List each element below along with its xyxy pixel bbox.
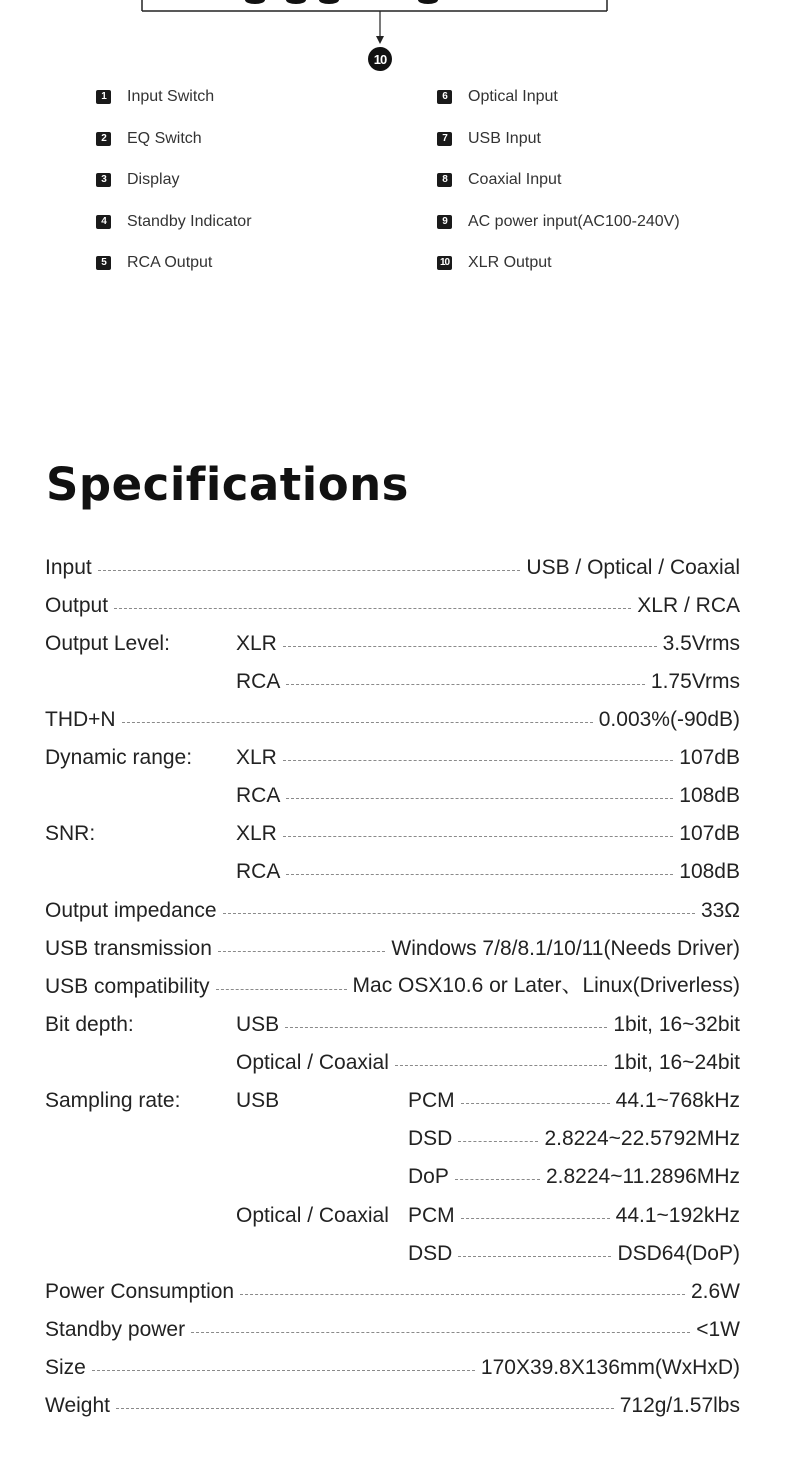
legend-number-badge: 8	[437, 173, 452, 187]
spec-label: PCM	[408, 1204, 455, 1227]
spec-row-dynamic-range-xlr	[236, 742, 740, 770]
legend-item	[96, 213, 252, 255]
dotted-leader	[286, 684, 645, 685]
spec-row-size	[45, 1352, 740, 1380]
spec-label: Weight	[45, 1394, 110, 1417]
legend-number-badge: 6	[437, 90, 452, 104]
spec-value: 0.003%(-90dB)	[598, 708, 740, 731]
spec-value: Mac OSX10.6 or Later、Linux(Driverless)	[352, 974, 740, 997]
spec-value: Windows 7/8/8.1/10/11(Needs Driver)	[391, 937, 740, 960]
legend-label: Coaxial Input	[468, 171, 562, 188]
spec-label: Power Consumption	[45, 1280, 235, 1303]
spec-row-snr-rca	[236, 856, 740, 884]
spec-label: DSD	[408, 1242, 453, 1265]
spec-value: 44.1~192kHz	[615, 1204, 740, 1227]
legend-label: RCA Output	[127, 254, 213, 271]
dotted-leader	[285, 1027, 607, 1028]
spec-value: 1bit, 16~32bit	[613, 1013, 740, 1036]
spec-row-bit-depth-optical	[236, 1047, 740, 1075]
spec-value: 1bit, 16~24bit	[613, 1051, 740, 1074]
spec-row-output-level-xlr	[236, 628, 740, 656]
legend-label: XLR Output	[468, 254, 552, 271]
spec-label: Input	[45, 556, 92, 579]
spec-label: DoP	[408, 1165, 449, 1188]
legend-number-badge: 2	[96, 132, 111, 146]
spec-row-standby-power	[45, 1314, 740, 1342]
legend-number-badge: 4	[96, 215, 111, 229]
spec-label: Standby power	[45, 1318, 186, 1341]
dotted-leader	[455, 1179, 540, 1180]
dotted-leader	[458, 1256, 611, 1257]
spec-label: Output impedance	[45, 899, 217, 922]
spec-label: RCA	[236, 784, 281, 807]
spec-value: 2.8224~22.5792MHz	[544, 1127, 740, 1150]
spec-row-output-impedance	[45, 895, 740, 923]
legend-column-left	[96, 88, 252, 296]
spec-row-power-consumption	[45, 1276, 740, 1304]
legend-label: AC power input(AC100-240V)	[468, 212, 680, 230]
legend-number-badge: 1	[96, 90, 111, 104]
spec-row-output-level-rca	[236, 666, 740, 694]
legend-label: Display	[127, 171, 180, 188]
dotted-leader	[461, 1103, 610, 1104]
spec-value: 44.1~768kHz	[615, 1089, 740, 1112]
dotted-leader	[458, 1141, 538, 1142]
dotted-leader	[286, 874, 673, 875]
spec-value: 2.8224~11.2896MHz	[545, 1165, 740, 1188]
legend-number-badge: 3	[96, 173, 111, 187]
dotted-leader	[283, 760, 673, 761]
group-label-bit-depth: Bit depth:	[45, 1013, 134, 1036]
dotted-leader	[216, 989, 347, 990]
spec-row-sampling-optical-dsd	[408, 1238, 740, 1266]
dotted-leader	[283, 646, 657, 647]
legend-item	[96, 130, 252, 172]
spec-row-thdn	[45, 704, 740, 732]
legend-item	[437, 213, 680, 255]
group-label-snr: SNR:	[45, 822, 96, 845]
spec-value: DSD64(DoP)	[617, 1242, 740, 1265]
connector-circles	[245, 0, 438, 4]
spec-label: Optical / Coaxial	[236, 1051, 389, 1074]
group-label-sampling-rate: Sampling rate:	[45, 1089, 181, 1112]
spec-value: 107dB	[679, 822, 740, 845]
legend-item	[96, 254, 252, 296]
spec-value: 170X39.8X136mm(WxHxD)	[480, 1356, 740, 1379]
dotted-leader	[98, 570, 521, 571]
group-label-sampling-usb: USB	[236, 1089, 280, 1112]
spec-row-sampling-usb-dsd	[408, 1123, 740, 1151]
spec-row-usb-compatibility	[45, 971, 740, 999]
dotted-leader	[218, 951, 386, 952]
spec-row-input	[45, 552, 740, 580]
spec-value: 3.5Vrms	[662, 632, 740, 655]
spec-row-output	[45, 590, 740, 618]
group-label-sampling-optical: Optical / Coaxial	[236, 1204, 389, 1227]
spec-row-bit-depth-usb	[236, 1009, 740, 1037]
component-legend	[0, 88, 790, 298]
legend-number-badge: 10	[437, 256, 452, 270]
legend-number-badge: 5	[96, 256, 111, 270]
spec-value: <1W	[696, 1318, 740, 1341]
dotted-leader	[395, 1065, 607, 1066]
spec-label: USB transmission	[45, 937, 212, 960]
spec-value: 1.75Vrms	[650, 670, 740, 693]
spec-label: RCA	[236, 860, 281, 883]
device-outline	[142, 0, 607, 11]
spec-row-weight	[45, 1390, 740, 1418]
spec-label: RCA	[236, 670, 281, 693]
device-diagram	[0, 0, 790, 80]
dotted-leader	[114, 608, 631, 609]
legend-item	[437, 171, 680, 213]
spec-value: 33Ω	[700, 899, 740, 922]
spec-row-snr-xlr	[236, 818, 740, 846]
spec-label: DSD	[408, 1127, 453, 1150]
spec-row-sampling-usb-pcm	[408, 1085, 740, 1113]
spec-label: USB compatibility	[45, 975, 210, 998]
legend-label: USB Input	[468, 129, 541, 147]
legend-label: Input Switch	[127, 88, 215, 105]
spec-row-sampling-usb-dop	[408, 1161, 740, 1189]
spec-value: 2.6W	[690, 1280, 740, 1303]
spec-value: 108dB	[679, 784, 740, 807]
legend-column-right	[437, 88, 680, 296]
spec-row-sampling-optical-pcm	[408, 1200, 740, 1228]
legend-label: Standby Indicator	[127, 212, 252, 230]
spec-label: Output	[45, 594, 109, 617]
callout-number: 10	[373, 52, 387, 67]
dotted-leader	[122, 722, 593, 723]
legend-number-badge: 7	[437, 132, 452, 146]
legend-item	[96, 171, 252, 213]
group-label-dynamic-range: Dynamic range:	[45, 746, 193, 769]
spec-value: XLR / RCA	[637, 594, 740, 617]
spec-label: XLR	[236, 746, 277, 769]
dotted-leader	[191, 1332, 690, 1333]
spec-label: XLR	[236, 822, 277, 845]
legend-label: Optical Input	[468, 88, 558, 105]
spec-value: 108dB	[679, 860, 740, 883]
spec-label: PCM	[408, 1089, 455, 1112]
spec-label: Size	[45, 1356, 86, 1379]
spec-row-usb-transmission	[45, 933, 740, 961]
specifications-title: Specifications	[46, 458, 409, 511]
legend-item	[437, 254, 680, 296]
dotted-leader	[461, 1218, 610, 1219]
dotted-leader	[223, 913, 695, 914]
dotted-leader	[240, 1294, 685, 1295]
legend-item	[96, 88, 252, 130]
dotted-leader	[286, 798, 673, 799]
legend-item	[437, 88, 680, 130]
dotted-leader	[283, 836, 673, 837]
legend-item	[437, 130, 680, 172]
group-label-output-level: Output Level:	[45, 632, 170, 655]
dotted-leader	[92, 1370, 475, 1371]
spec-label: USB	[236, 1013, 280, 1036]
legend-number-badge: 9	[437, 215, 452, 229]
dotted-leader	[116, 1408, 614, 1409]
spec-value: 712g/1.57lbs	[619, 1394, 740, 1417]
callout-arrow	[376, 11, 384, 44]
callout-badge	[368, 47, 392, 71]
spec-value: 107dB	[679, 746, 740, 769]
spec-label: XLR	[236, 632, 277, 655]
legend-label: EQ Switch	[127, 129, 202, 147]
spec-value: USB / Optical / Coaxial	[526, 556, 740, 579]
spec-row-dynamic-range-rca	[236, 780, 740, 808]
spec-label: THD+N	[45, 708, 116, 731]
